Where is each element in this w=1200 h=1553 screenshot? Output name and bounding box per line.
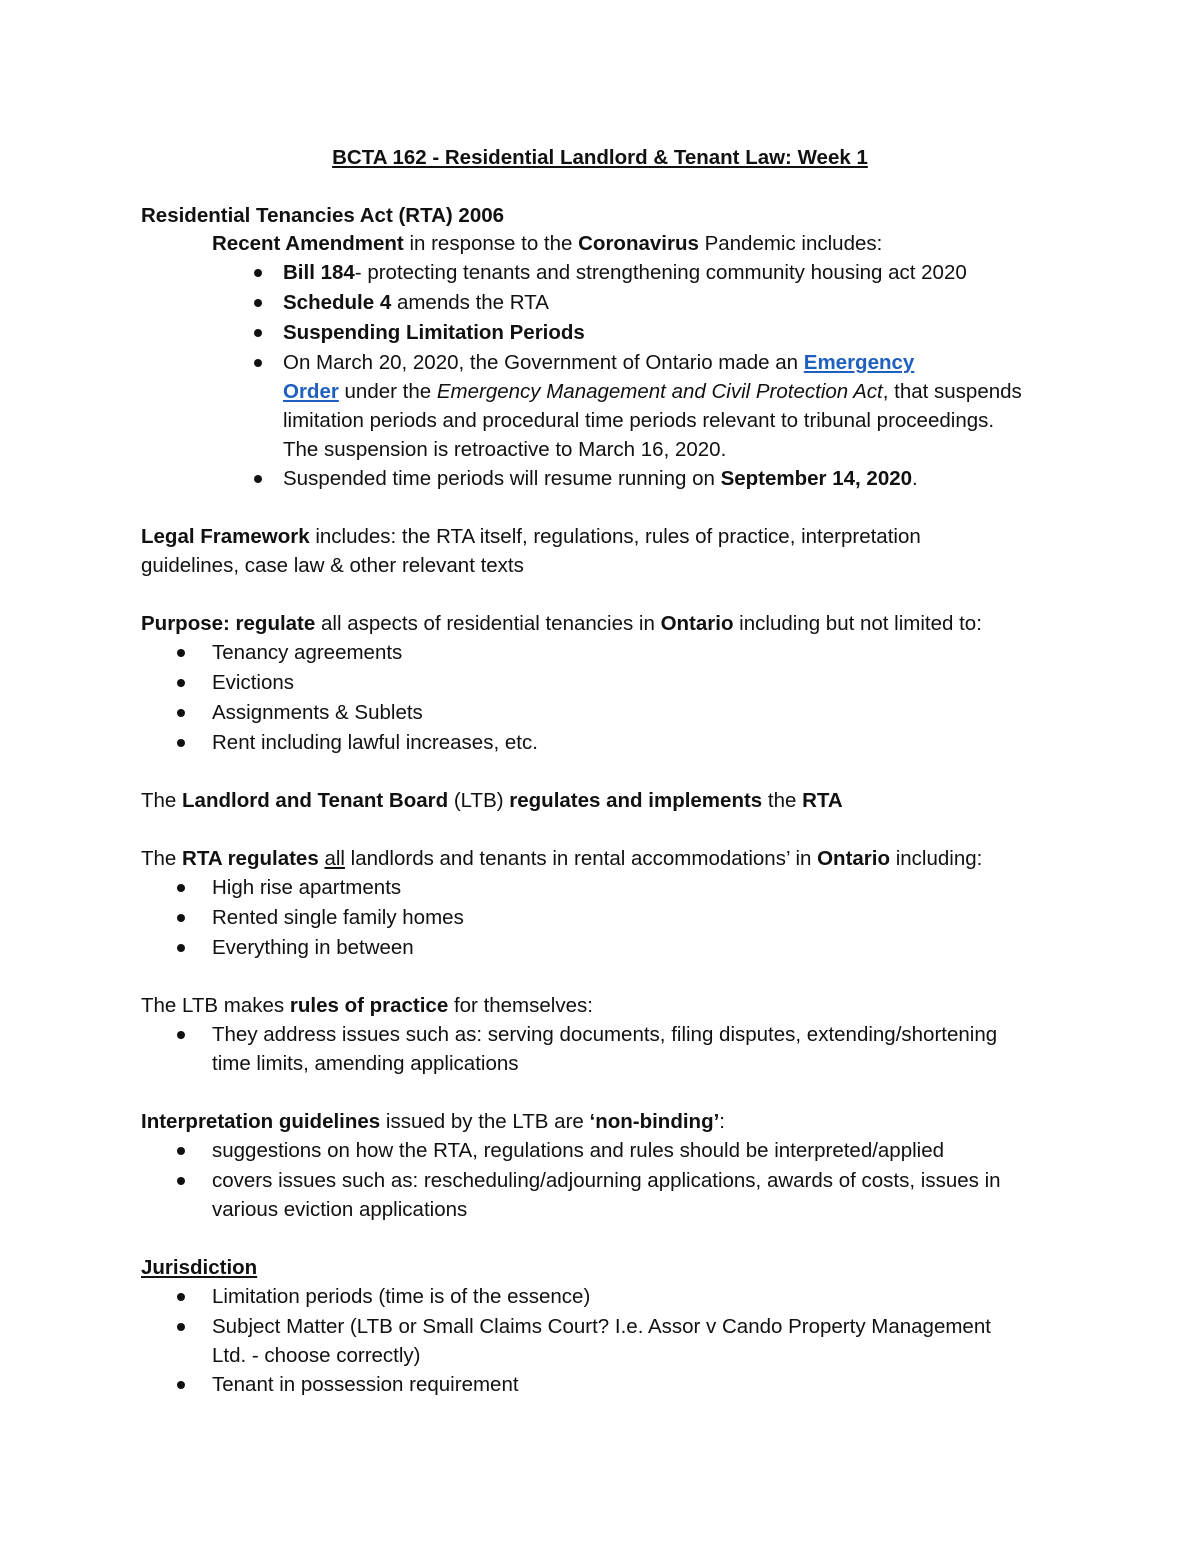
purpose-item: Assignments & Sublets <box>212 701 423 724</box>
bullet-icon <box>177 884 185 892</box>
jurisdiction-item: Tenant in possession requirement <box>212 1373 519 1396</box>
bullet-icon <box>254 269 262 277</box>
bullet-icon <box>177 709 185 717</box>
list-item-order-line1: On March 20, 2020, the Government of Ontario made an Emergency <box>283 351 915 374</box>
purpose-item: Tenancy agreements <box>212 641 403 664</box>
amendment-intro: Recent Amendment in response to the Coronavirus Pandemic includes: <box>212 232 883 255</box>
regulates-item: Rented single family homes <box>212 906 464 929</box>
list-item-order-line4: The suspension is retroactive to March 16, 2020. <box>283 438 727 461</box>
guidelines-item-line1: covers issues such as: rescheduling/adjourning applications, awards of costs, issues in <box>212 1169 1001 1192</box>
guidelines-item-line2: various eviction applications <box>212 1198 468 1221</box>
bullet-icon <box>254 475 262 483</box>
list-item-order-line2: Order under the Emergency Management and Civil Protection Act, that suspends <box>283 380 1022 403</box>
list-item-bill: Bill 184- protecting tenants and strengthening community housing act 2020 <box>283 261 967 284</box>
emergency-order-link[interactable]: Emergency <box>803 351 915 374</box>
rules-intro: The LTB makes rules of practice for themselves: <box>141 994 593 1017</box>
jurisdiction-item-line2: Ltd. - choose correctly) <box>212 1344 421 1367</box>
list-item-suspending: Suspending Limitation Periods <box>283 321 585 344</box>
purpose-item: Evictions <box>212 671 295 694</box>
purpose-intro: Purpose: regulate all aspects of residential tenancies in Ontario including but not limited to: <box>141 612 982 635</box>
guidelines-intro: Interpretation guidelines issued by the LTB are ‘non-binding’: <box>141 1110 725 1133</box>
jurisdiction-item-line1: Subject Matter (LTB or Small Claims Court? I.e. Assor v Cando Property Management <box>212 1315 991 1338</box>
bullet-icon <box>254 359 262 367</box>
list-item-schedule: Schedule 4 amends the RTA <box>283 291 549 314</box>
rules-item-line2: time limits, amending applications <box>212 1052 519 1075</box>
rules-item-line1: They address issues such as: serving documents, filing disputes, extending/shortening <box>212 1023 998 1046</box>
jurisdiction-heading: Jurisdiction <box>141 1256 258 1279</box>
framework-line1: Legal Framework includes: the RTA itself, regulations, rules of practice, interpretation <box>141 525 921 548</box>
framework-line2: guidelines, case law & other relevant texts <box>141 554 524 577</box>
bullet-icon <box>254 299 262 307</box>
bullet-icon <box>177 739 185 747</box>
bullet-icon <box>177 1177 185 1185</box>
list-item-order-line3: limitation periods and procedural time periods relevant to tribunal proceedings. <box>283 409 995 432</box>
bullet-icon <box>177 914 185 922</box>
purpose-item: Rent including lawful increases, etc. <box>212 731 538 754</box>
rta-heading: Residential Tenancies Act (RTA) 2006 <box>141 204 505 227</box>
bullet-icon <box>254 329 262 337</box>
bullet-icon <box>177 1293 185 1301</box>
regulates-intro: The RTA regulates all landlords and tenants in rental accommodations’ in Ontario including: <box>141 847 983 870</box>
bullet-icon <box>177 649 185 657</box>
ltb-statement: The Landlord and Tenant Board (LTB) regulates and implements the RTA <box>141 789 843 812</box>
bullet-icon <box>177 679 185 687</box>
bullet-icon <box>177 1031 185 1039</box>
emergency-order-link-continued[interactable]: Order <box>283 380 339 403</box>
bullet-icon <box>177 944 185 952</box>
bullet-icon <box>177 1323 185 1331</box>
bullet-icon <box>177 1381 185 1389</box>
document-title: BCTA 162 - Residential Landlord & Tenant Law: Week 1 <box>332 146 868 169</box>
guidelines-item: suggestions on how the RTA, regulations and rules should be interpreted/applied <box>212 1139 945 1162</box>
regulates-item: Everything in between <box>212 936 414 959</box>
bullet-icon <box>177 1147 185 1155</box>
list-item-resume: Suspended time periods will resume running on September 14, 2020. <box>283 467 918 490</box>
jurisdiction-item: Limitation periods (time is of the essence) <box>212 1285 591 1308</box>
regulates-item: High rise apartments <box>212 876 402 899</box>
